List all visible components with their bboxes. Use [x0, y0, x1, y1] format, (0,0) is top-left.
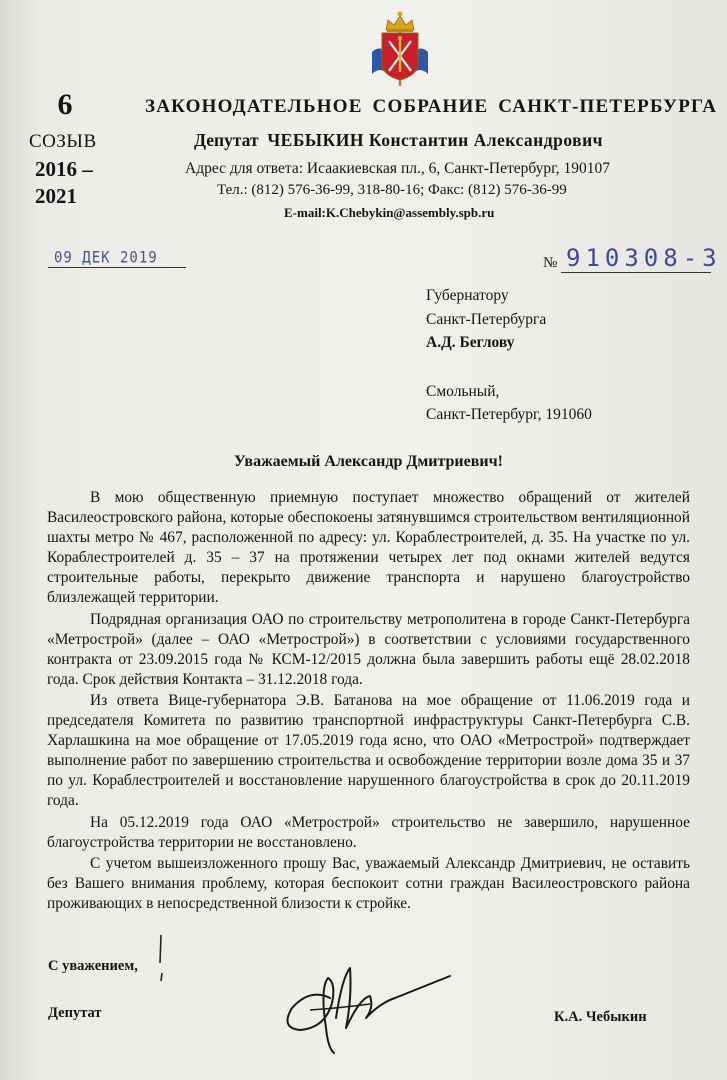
recipient-name: А.Д. Беглову	[426, 334, 515, 351]
convocation-years-start: 2016 –	[35, 157, 93, 181]
convocation-number: 6	[57, 88, 73, 121]
organization-title: ЗАКОНОДАТЕЛЬНОЕ СОБРАНИЕ САНКТ-ПЕТЕРБУРГА	[145, 96, 718, 117]
convocation-word: СОЗЫВ	[29, 131, 97, 152]
deputy-title: Депутат	[194, 130, 259, 150]
signer-name: К.А. Чебыкин	[554, 1009, 647, 1025]
paragraph: Из ответа Вице-губернатора Э.В. Батанова на мое обращение от 11.06.2019 года и председателя Комитета по развитию транспортной инфраструктуры Санкт-Петербурга С.В. Харлашкина на мое обращение от 17.05.2019 года ясно, что ОАО «Метрострой» подтверждает выполнение работ по завершению строительства и освобождение территории возле дома 35 и 37 по ул. Кораблестроителей и восстановление нарушенного благоустройства в срок до 20.11.2019 года.	[47, 691, 690, 810]
email-address: E-mail:K.Chebykin@assembly.spb.ru	[284, 205, 495, 220]
handwritten-signature	[270, 958, 460, 1058]
letter-body	[47, 488, 690, 914]
recipient-address-2: Санкт-Петербург, 191060	[426, 406, 592, 423]
recipient-title: Губернатору	[426, 287, 509, 304]
deputy-name: ЧЕБЫКИН Константин Александрович	[267, 130, 604, 150]
recipient-city: Санкт-Петербурга	[426, 311, 547, 328]
registration-number-stamp: 910308-3	[566, 244, 722, 272]
coat-of-arms-emblem	[366, 8, 434, 88]
salutation: Уважаемый Александр Дмитриевич!	[234, 453, 503, 470]
number-label: №	[543, 255, 558, 271]
paragraph: В мою общественную приемную поступает множество обращений от жителей Василеостровского района, которые обеспокоены затянувшимся строительством вентиляционной шахты метро № 467, расположенной по адресу: ул. Кораблестроителей, д. 35. На участке по ул. Кораблестроителей д. 35 – 37 на протяжении четырех лет под окнами жителей ведутся строительные работы, перекрыто движение транспорта и нарушено благоустройство близлежащей территории.	[47, 489, 690, 607]
convocation-years-end: 2021	[35, 184, 77, 208]
recipient-address-1: Смольный,	[426, 383, 500, 400]
closing-regards: С уважением,	[48, 958, 138, 974]
reply-address: Адрес для ответа: Исаакиевская пл., 6, Санкт-Петербург, 190107	[185, 160, 611, 177]
paragraph: С учетом вышеизложенного прошу Вас, уважаемый Александр Дмитриевич, не оставить без Вашего внимания проблему, которая беспокоит сотни граждан Василеостровского района проживающих в непосредственной близости к стройке.	[47, 854, 690, 912]
date-underline	[48, 267, 186, 268]
signer-position: Депутат	[48, 1005, 102, 1021]
number-underline	[561, 272, 711, 273]
deputy-line	[194, 130, 603, 151]
paragraph: На 05.12.2019 года ОАО «Метрострой» строительство не завершило, нарушенное благоустройства территории не восстановлено.	[47, 813, 690, 851]
date-stamp: 09 ДЕК 2019	[54, 248, 158, 268]
paragraph: Подрядная организация ОАО по строительству метрополитена в городе Санкт-Петербурга «Метрострой» (далее – ОАО «Метрострой») в соответствии с условиями государственного контракта от 23.09.2015 года № КСМ-12/2015 должна была завершить работы ещё 28.02.2018 года. Срок действия Контакта – 31.12.2018 года.	[47, 610, 690, 688]
pen-mark	[156, 933, 166, 983]
phone-fax: Тел.: (812) 576-36-99, 318-80-16; Факс: (812) 576-36-99	[217, 182, 567, 198]
